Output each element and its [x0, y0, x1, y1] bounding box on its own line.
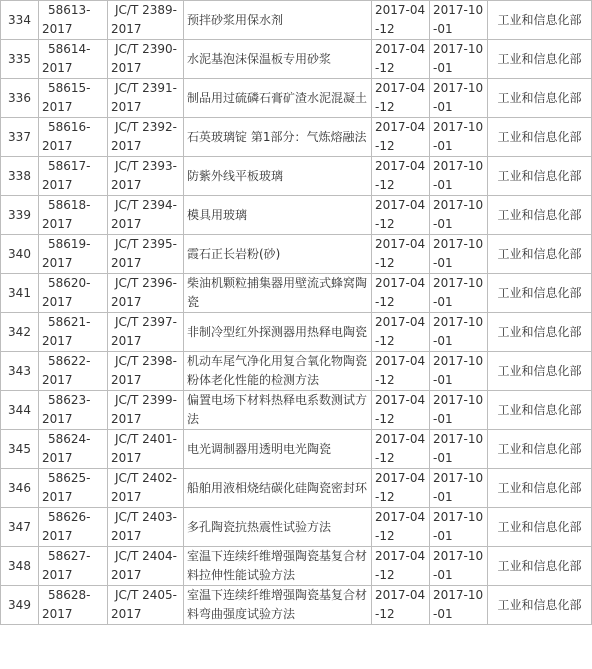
- department-cell: 工业和信息化部: [488, 469, 592, 508]
- record-number-cell: 58622-2017: [39, 352, 108, 391]
- record-number-cell: 58616-2017: [39, 118, 108, 157]
- table-row: [1, 196, 592, 235]
- issue-date-cell: 2017-04-12: [372, 508, 430, 547]
- row-index-cell: 338: [1, 157, 39, 196]
- standard-name-cell: 电光调制器用透明电光陶瓷: [184, 430, 372, 469]
- record-number-cell: 58626-2017: [39, 508, 108, 547]
- department-cell: 工业和信息化部: [488, 1, 592, 40]
- row-index-cell: 341: [1, 274, 39, 313]
- record-number-cell: 58617-2017: [39, 157, 108, 196]
- effective-date-cell: 2017-10-01: [430, 547, 488, 586]
- issue-date-cell: 2017-04-12: [372, 352, 430, 391]
- standard-name-cell: 石英玻璃锭 第1部分：气炼熔融法: [184, 118, 372, 157]
- record-number-cell: 58628-2017: [39, 586, 108, 625]
- table-row: [1, 274, 592, 313]
- standard-code-cell: JC/T 2399-2017: [108, 391, 184, 430]
- row-index-cell: 348: [1, 547, 39, 586]
- record-number-cell: 58615-2017: [39, 79, 108, 118]
- effective-date-cell: 2017-10-01: [430, 391, 488, 430]
- table-row: [1, 40, 592, 79]
- standard-name-cell: 非制冷型红外探测器用热释电陶瓷: [184, 313, 372, 352]
- record-number-cell: 58613-2017: [39, 1, 108, 40]
- table-row: [1, 469, 592, 508]
- table-row: [1, 586, 592, 625]
- table-row: [1, 79, 592, 118]
- table-row: [1, 391, 592, 430]
- issue-date-cell: 2017-04-12: [372, 313, 430, 352]
- department-cell: 工业和信息化部: [488, 118, 592, 157]
- table-body: [1, 1, 592, 625]
- standard-code-cell: JC/T 2398-2017: [108, 352, 184, 391]
- effective-date-cell: 2017-10-01: [430, 79, 488, 118]
- row-index-cell: 343: [1, 352, 39, 391]
- row-index-cell: 345: [1, 430, 39, 469]
- issue-date-cell: 2017-04-12: [372, 40, 430, 79]
- table-row: [1, 235, 592, 274]
- record-number-cell: 58619-2017: [39, 235, 108, 274]
- record-number-cell: 58614-2017: [39, 40, 108, 79]
- standard-code-cell: JC/T 2390-2017: [108, 40, 184, 79]
- row-index-cell: 340: [1, 235, 39, 274]
- standard-name-cell: 防紫外线平板玻璃: [184, 157, 372, 196]
- table-row: [1, 1, 592, 40]
- standard-code-cell: JC/T 2391-2017: [108, 79, 184, 118]
- standard-name-cell: 制品用过硫磷石膏矿渣水泥混凝土: [184, 79, 372, 118]
- standard-name-cell: 模具用玻璃: [184, 196, 372, 235]
- table-row: [1, 118, 592, 157]
- department-cell: 工业和信息化部: [488, 274, 592, 313]
- department-cell: 工业和信息化部: [488, 313, 592, 352]
- issue-date-cell: 2017-04-12: [372, 196, 430, 235]
- department-cell: 工业和信息化部: [488, 157, 592, 196]
- effective-date-cell: 2017-10-01: [430, 430, 488, 469]
- issue-date-cell: 2017-04-12: [372, 391, 430, 430]
- department-cell: 工业和信息化部: [488, 508, 592, 547]
- standard-name-cell: 水泥基泡沫保温板专用砂浆: [184, 40, 372, 79]
- issue-date-cell: 2017-04-12: [372, 157, 430, 196]
- table-row: [1, 508, 592, 547]
- standard-code-cell: JC/T 2393-2017: [108, 157, 184, 196]
- record-number-cell: 58627-2017: [39, 547, 108, 586]
- issue-date-cell: 2017-04-12: [372, 469, 430, 508]
- issue-date-cell: 2017-04-12: [372, 430, 430, 469]
- standard-name-cell: 偏置电场下材料热释电系数测试方法: [184, 391, 372, 430]
- department-cell: 工业和信息化部: [488, 547, 592, 586]
- effective-date-cell: 2017-10-01: [430, 118, 488, 157]
- effective-date-cell: 2017-10-01: [430, 313, 488, 352]
- record-number-cell: 58620-2017: [39, 274, 108, 313]
- issue-date-cell: 2017-04-12: [372, 235, 430, 274]
- table-row: [1, 547, 592, 586]
- record-number-cell: 58621-2017: [39, 313, 108, 352]
- row-index-cell: 344: [1, 391, 39, 430]
- standard-name-cell: 船舶用液相烧结碳化硅陶瓷密封环: [184, 469, 372, 508]
- row-index-cell: 339: [1, 196, 39, 235]
- department-cell: 工业和信息化部: [488, 79, 592, 118]
- department-cell: 工业和信息化部: [488, 40, 592, 79]
- table-row: [1, 430, 592, 469]
- standard-name-cell: 柴油机颗粒捕集器用壁流式蜂窝陶瓷: [184, 274, 372, 313]
- standard-name-cell: 机动车尾气净化用复合氧化物陶瓷粉体老化性能的检测方法: [184, 352, 372, 391]
- effective-date-cell: 2017-10-01: [430, 352, 488, 391]
- standard-name-cell: 预拌砂浆用保水剂: [184, 1, 372, 40]
- row-index-cell: 349: [1, 586, 39, 625]
- standard-code-cell: JC/T 2405-2017: [108, 586, 184, 625]
- department-cell: 工业和信息化部: [488, 586, 592, 625]
- standard-code-cell: JC/T 2389-2017: [108, 1, 184, 40]
- standard-name-cell: 多孔陶瓷抗热震性试验方法: [184, 508, 372, 547]
- effective-date-cell: 2017-10-01: [430, 274, 488, 313]
- department-cell: 工业和信息化部: [488, 235, 592, 274]
- standard-name-cell: 霞石正长岩粉(砂): [184, 235, 372, 274]
- standard-code-cell: JC/T 2397-2017: [108, 313, 184, 352]
- department-cell: 工业和信息化部: [488, 196, 592, 235]
- effective-date-cell: 2017-10-01: [430, 469, 488, 508]
- issue-date-cell: 2017-04-12: [372, 79, 430, 118]
- row-index-cell: 347: [1, 508, 39, 547]
- department-cell: 工业和信息化部: [488, 352, 592, 391]
- record-number-cell: 58618-2017: [39, 196, 108, 235]
- record-number-cell: 58625-2017: [39, 469, 108, 508]
- standard-code-cell: JC/T 2401-2017: [108, 430, 184, 469]
- issue-date-cell: 2017-04-12: [372, 547, 430, 586]
- row-index-cell: 342: [1, 313, 39, 352]
- effective-date-cell: 2017-10-01: [430, 508, 488, 547]
- standard-code-cell: JC/T 2396-2017: [108, 274, 184, 313]
- row-index-cell: 335: [1, 40, 39, 79]
- effective-date-cell: 2017-10-01: [430, 1, 488, 40]
- standard-code-cell: JC/T 2392-2017: [108, 118, 184, 157]
- table-row: [1, 157, 592, 196]
- effective-date-cell: 2017-10-01: [430, 40, 488, 79]
- department-cell: 工业和信息化部: [488, 391, 592, 430]
- record-number-cell: 58623-2017: [39, 391, 108, 430]
- effective-date-cell: 2017-10-01: [430, 235, 488, 274]
- issue-date-cell: 2017-04-12: [372, 1, 430, 40]
- standard-name-cell: 室温下连续纤维增强陶瓷基复合材料弯曲强度试验方法: [184, 586, 372, 625]
- standard-code-cell: JC/T 2402-2017: [108, 469, 184, 508]
- row-index-cell: 334: [1, 1, 39, 40]
- record-number-cell: 58624-2017: [39, 430, 108, 469]
- row-index-cell: 346: [1, 469, 39, 508]
- row-index-cell: 337: [1, 118, 39, 157]
- effective-date-cell: 2017-10-01: [430, 196, 488, 235]
- standard-code-cell: JC/T 2394-2017: [108, 196, 184, 235]
- standard-code-cell: JC/T 2403-2017: [108, 508, 184, 547]
- standard-code-cell: JC/T 2395-2017: [108, 235, 184, 274]
- issue-date-cell: 2017-04-12: [372, 118, 430, 157]
- issue-date-cell: 2017-04-12: [372, 586, 430, 625]
- table-row: [1, 313, 592, 352]
- standard-name-cell: 室温下连续纤维增强陶瓷基复合材料拉伸性能试验方法: [184, 547, 372, 586]
- table-row: [1, 352, 592, 391]
- effective-date-cell: 2017-10-01: [430, 586, 488, 625]
- row-index-cell: 336: [1, 79, 39, 118]
- standard-code-cell: JC/T 2404-2017: [108, 547, 184, 586]
- issue-date-cell: 2017-04-12: [372, 274, 430, 313]
- effective-date-cell: 2017-10-01: [430, 157, 488, 196]
- department-cell: 工业和信息化部: [488, 430, 592, 469]
